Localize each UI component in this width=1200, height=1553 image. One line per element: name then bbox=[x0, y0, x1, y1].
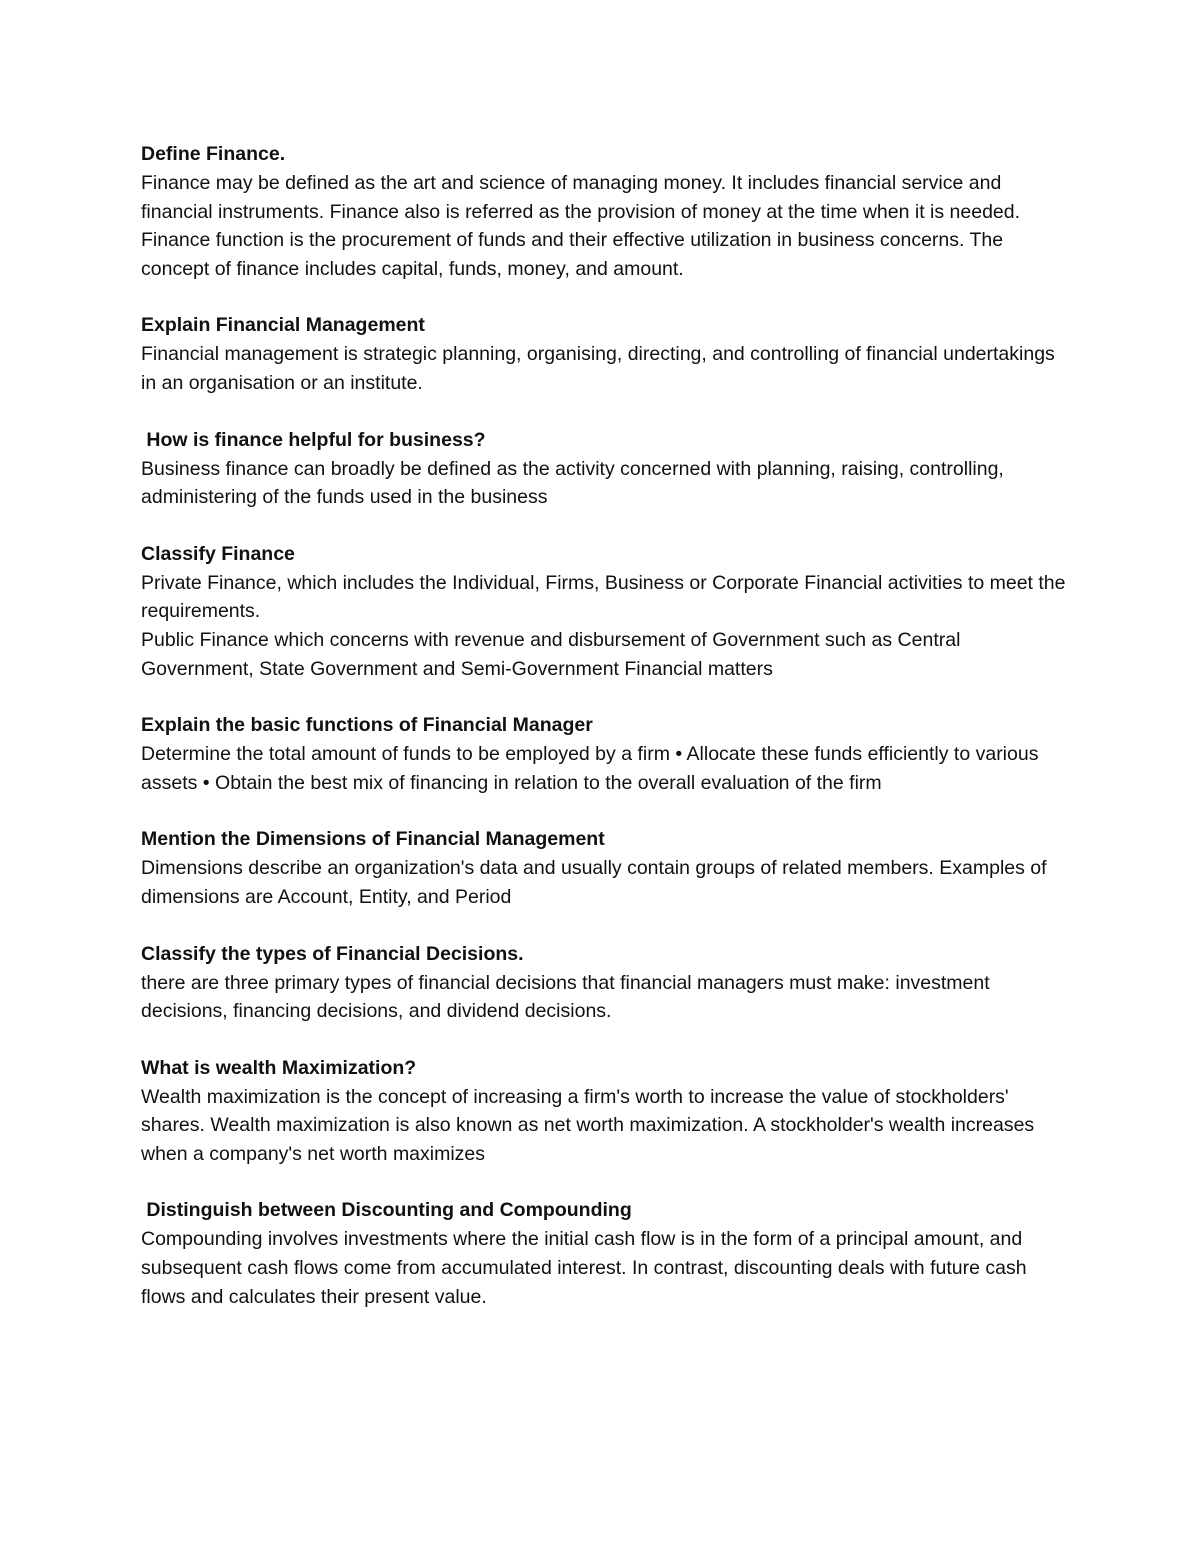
document-page bbox=[141, 140, 1071, 1339]
section-paragraph: Finance may be defined as the art and science of managing money. It includes financial service and financial instruments. Finance also is referred as the provision of money at the time when it is needed. Finance function is the procurement of funds and their effective utilization in business concerns. The concept of finance includes capital, funds, money, and amount. bbox=[141, 172, 1021, 280]
section-paragraph: Determine the total amount of funds to be employed by a firm • Allocate these funds efficiently to various assets • Obtain the best mix of financing in relation to the overall evaluation of the firm bbox=[141, 743, 1039, 794]
section-heading: How is finance helpful for business? bbox=[141, 428, 486, 451]
section-functions-financial-manager bbox=[141, 711, 1071, 797]
section-heading: Explain the basic functions of Financial Manager bbox=[141, 714, 593, 737]
section-paragraph: Private Finance, which includes the Individual, Firms, Business or Corporate Financial activities to meet the requirements. bbox=[141, 571, 1066, 623]
section-dimensions bbox=[141, 825, 1071, 911]
section-heading: Distinguish between Discounting and Compounding bbox=[141, 1199, 632, 1222]
section-discounting-compounding bbox=[141, 1196, 1071, 1311]
section-paragraph: there are three primary types of financial decisions that financial managers must make: investment decisions, financing decisions, and dividend decisions. bbox=[141, 971, 990, 1023]
section-paragraph: Wealth maximization is the concept of increasing a firm's worth to increase the value of stockholders' shares. Wealth maximization is also known as net worth maximization. A stockholder's wealth increases when a company's net worth maximizes bbox=[141, 1085, 1035, 1165]
section-heading: Mention the Dimensions of Financial Management bbox=[141, 828, 605, 851]
section-heading: Classify Finance bbox=[141, 542, 295, 565]
section-heading: What is wealth Maximization? bbox=[141, 1056, 417, 1079]
section-paragraph: Compounding involves investments where the initial cash flow is in the form of a principal amount, and subsequent cash flows come from accumulated interest. In contrast, discounting deals with future cash flows and calculates their present value. bbox=[141, 1228, 1027, 1308]
section-paragraph: Dimensions describe an organization's data and usually contain groups of related members. Examples of dimensions are Account, Entity, and Period bbox=[141, 857, 1047, 908]
section-heading: Classify the types of Financial Decisions. bbox=[141, 942, 524, 965]
section-define-finance bbox=[141, 140, 1071, 283]
section-classify-finance bbox=[141, 540, 1071, 683]
section-heading: Explain Financial Management bbox=[141, 314, 425, 337]
section-financial-decisions bbox=[141, 940, 1071, 1026]
section-paragraph: Public Finance which concerns with revenue and disbursement of Government such as Central Government, State Government and Semi-Government Financial matters bbox=[141, 628, 961, 680]
section-paragraph: Financial management is strategic planning, organising, directing, and controlling of financial undertakings in an organisation or an institute. bbox=[141, 343, 1055, 394]
section-explain-financial-management bbox=[141, 311, 1071, 397]
section-finance-helpful bbox=[141, 426, 1071, 512]
section-wealth-maximization bbox=[141, 1054, 1071, 1169]
section-paragraph: Business finance can broadly be defined as the activity concerned with planning, raising, controlling, administering of the funds used in the business bbox=[141, 457, 1004, 509]
section-heading: Define Finance. bbox=[141, 143, 286, 165]
